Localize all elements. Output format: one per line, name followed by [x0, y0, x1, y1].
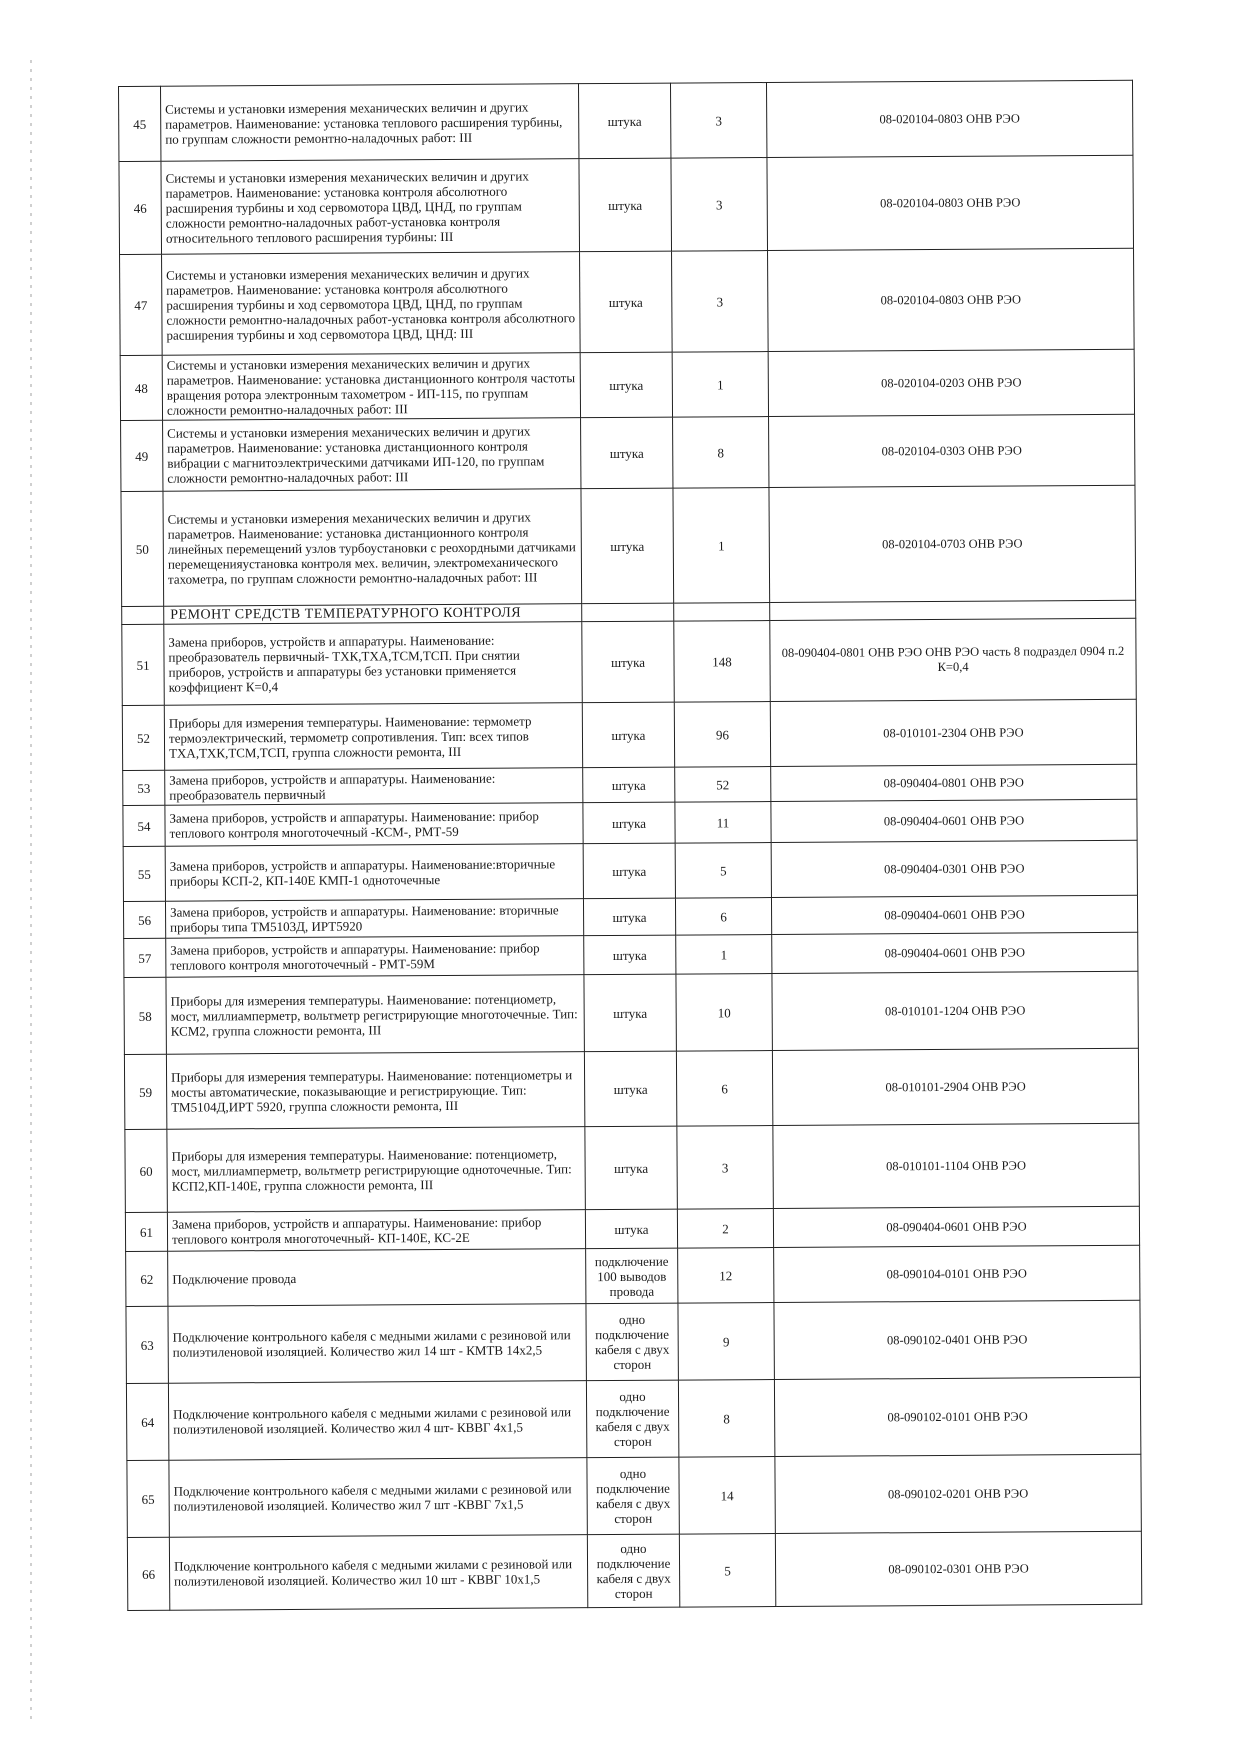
work-name: Системы и установки измерения механических величин и других параметров. Наименование: установка контроля абсолютного расширения турбины и ход сервомотора ЦВД, ЦНД, по группам сложности ремонтно-наладочных работ-установка контроля относительного теплового расширения турбины: III [161, 159, 580, 255]
unit-cell: штука [579, 158, 672, 252]
norm-code-cell: 08-010101-1204 ОНВ РЭО [772, 971, 1138, 1050]
table-row [127, 1531, 1141, 1610]
work-name: Системы и установки измерения механических величин и других параметров. Наименование: установка дистанционного контроля линейных перемещений узлов турбоустановки с реохордными датчиками перемещенияустановка контроля мех. величин, электромеханического тахометра, по группам сложности ремонтно-наладочных работ: III [163, 489, 582, 607]
work-name: Замена приборов, устройств и аппаратуры. Наименование:вторичные приборы КСП-2, КП-140Е КМП-1 одноточечные [165, 844, 583, 902]
unit-cell: штука [582, 702, 674, 768]
norm-code-cell: 08-020104-0303 ОНВ РЭО [769, 414, 1135, 487]
norm-code-cell: 08-090404-0601 ОНВ РЭО [773, 1206, 1139, 1247]
table-row [126, 1377, 1140, 1460]
unit-cell: одно подключение кабеля с двух сторон [587, 1534, 679, 1608]
unit-cell: штука [585, 1209, 677, 1249]
work-name: Подключение контрольного кабеля с медными жилами с резиновой или полиэтиленовой изоляцией. Количество жил 10 шт - КВВГ 10х1,5 [169, 1535, 587, 1611]
quantity-cell: 8 [678, 1380, 774, 1458]
table-row [121, 414, 1135, 491]
unit-cell: штука [584, 1051, 676, 1127]
norm-code-cell: 08-020104-0203 ОНВ РЭО [768, 349, 1134, 416]
quantity-cell: 3 [672, 251, 769, 353]
table-row [127, 1454, 1141, 1537]
unit-cell: штука [581, 417, 673, 489]
work-name: Приборы для измерения температуры. Наименование: потенциометры и мосты автоматические, показывающие и регистрирующие. Тип: ТМ5104Д,ИРТ 5920, группа сложности ремонта, III [166, 1052, 584, 1130]
norm-code-cell: 08-020104-0803 ОНВ РЭО [766, 80, 1132, 157]
quantity-cell: 6 [676, 1051, 772, 1127]
row-number: 48 [120, 355, 162, 420]
norm-code-cell: 08-020104-0703 ОНВ РЭО [769, 485, 1136, 602]
quantity-cell: 2 [677, 1209, 773, 1249]
norm-code-cell: 08-090404-0801 ОНВ РЭО [771, 764, 1137, 801]
work-items-table [118, 80, 1142, 1611]
unit-cell: штука [583, 898, 675, 936]
table-row [122, 699, 1136, 770]
quantity-cell: 10 [676, 974, 772, 1052]
quantity-cell: 96 [674, 702, 770, 768]
table-row [124, 932, 1138, 977]
table-row [123, 895, 1137, 938]
norm-code-cell: 08-020104-0803 ОНВ РЭО [768, 248, 1135, 351]
unit-cell: подключение 100 выводов провода [586, 1248, 678, 1304]
row-number: 60 [125, 1129, 168, 1212]
norm-code-cell: 08-090404-0601 ОНВ РЭО [772, 932, 1138, 973]
work-name: Системы и установки измерения механических величин и других параметров. Наименование: установка контроля абсолютного расширения турбины и ход сервомотора ЦВД, ЦНД, по группам сложности ремонтно-наладочных работ-установка контроля абсолютного расширения турбины и ход сервомотора ЦВД, ЦНД: III [162, 252, 581, 356]
work-name: Замена приборов, устройств и аппаратуры. Наименование: прибор теплового контроля многоточечный - РМТ-59М [166, 936, 584, 978]
work-name: Подключение контрольного кабеля с медными жилами с резиновой или полиэтиленовой изоляцией. Количество жил 14 шт - КМТВ 14х2,5 [168, 1304, 586, 1384]
work-name: Приборы для измерения температуры. Наименование: термометр термоэлектрический, термометр сопротивления. Тип: всех типов ТХА,ТХК,ТСМ,ТСП, группа сложности ремонта, III [164, 703, 582, 771]
work-name: Системы и установки измерения механических величин и других параметров. Наименование: установка дистанционного контроля частоты вращения ротора электронным тахометром - ИП-115, по группам сложности ремонтно-наладочных работ: III [162, 353, 580, 421]
quantity-cell: 6 [675, 898, 771, 936]
norm-code-cell: 08-010101-1104 ОНВ РЭО [773, 1123, 1140, 1208]
norm-code-cell: 08-090404-0601 ОНВ РЭО [771, 799, 1137, 842]
quantity-cell: 11 [675, 802, 771, 844]
section-title: РЕМОНТ СРЕДСТВ ТЕМПЕРАТУРНОГО КОНТРОЛЯ [164, 604, 582, 625]
quantity-cell: 1 [673, 488, 770, 604]
unit-cell: штука [580, 251, 673, 353]
norm-code-cell: 08-090404-0301 ОНВ РЭО [771, 840, 1137, 897]
section-empty-cell [674, 603, 770, 622]
row-number: 58 [124, 977, 166, 1054]
row-number: 46 [119, 161, 162, 254]
row-number: 45 [119, 86, 161, 161]
row-number: 64 [126, 1383, 168, 1460]
quantity-cell: 14 [679, 1457, 775, 1535]
table-row [122, 618, 1136, 705]
quantity-cell: 5 [679, 1534, 775, 1608]
row-number: 61 [125, 1212, 167, 1251]
unit-cell: штука [583, 802, 675, 844]
quantity-cell: 3 [677, 1126, 774, 1210]
norm-code-cell: 08-090102-0401 ОНВ РЭО [774, 1300, 1140, 1379]
table-row [126, 1245, 1140, 1306]
unit-cell: штука [580, 352, 672, 418]
quantity-cell: 1 [676, 935, 772, 975]
table-row [124, 1048, 1138, 1129]
quantity-cell: 5 [675, 843, 771, 899]
section-empty-cell [582, 603, 674, 622]
work-name: Замена приборов, устройств и аппаратуры. Наименование: преобразователь первичный [165, 768, 583, 806]
table-row [121, 485, 1136, 606]
table-row [125, 1206, 1139, 1251]
row-number: 51 [122, 624, 164, 705]
work-name: Замена приборов, устройств и аппаратуры. Наименование: прибор теплового контроля многоточечный- КП-140Е, КС-2Е [167, 1210, 585, 1252]
table-row [120, 349, 1134, 420]
unit-cell: штука [584, 974, 676, 1052]
unit-cell: одно подключение кабеля с двух сторон [586, 1303, 678, 1381]
quantity-cell: 12 [678, 1248, 774, 1304]
work-name: Системы и установки измерения механических величин и других параметров. Наименование: установка дистанционного контроля вибрации с магнитоэлектрическими датчиками ИП-120, по группам сложности ремонтно-наладочных работ: III [163, 418, 581, 492]
unit-cell: штука [583, 767, 675, 803]
quantity-cell: 3 [670, 83, 766, 159]
section-empty-cell [770, 600, 1136, 620]
work-name: Подключение провода [168, 1249, 586, 1307]
row-number: 62 [126, 1251, 168, 1306]
work-name: Замена приборов, устройств и аппаратуры. Наименование: преобразователь первичный- ТХК,ТХА,ТСМ,ТСП. При снятии приборов, устройств и аппаратуры без установки применяется коэффициент К=0,4 [164, 622, 582, 706]
unit-cell: штука [583, 843, 675, 899]
unit-cell: штука [584, 935, 676, 975]
norm-code-cell: 08-090404-0601 ОНВ РЭО [771, 895, 1137, 934]
row-number: 65 [127, 1460, 169, 1537]
scan-edge-artifact [30, 60, 32, 1720]
work-name: Подключение контрольного кабеля с медными жилами с резиновой или полиэтиленовой изоляцией. Количество жил 4 шт- КВВГ 4х1,5 [168, 1381, 586, 1461]
norm-code-cell: 08-020104-0803 ОНВ РЭО [767, 155, 1134, 250]
unit-cell: штука [581, 488, 674, 604]
norm-code-cell: 08-090102-0101 ОНВ РЭО [774, 1377, 1140, 1456]
work-name: Замена приборов, устройств и аппаратуры. Наименование: прибор теплового контроля многоточечный -КСМ-, РМТ-59 [165, 803, 583, 847]
quantity-cell: 9 [678, 1303, 774, 1381]
quantity-cell: 1 [672, 352, 768, 418]
unit-cell: штука [582, 621, 674, 703]
work-name: Приборы для измерения температуры. Наименование: потенциометр, мост, миллиамперметр, вольтметр регистрирующие одноточечные. Тип: КСП2,КП-140Е, группа сложности ремонта, III [167, 1127, 585, 1213]
norm-code-cell: 08-010101-2904 ОНВ РЭО [772, 1048, 1138, 1125]
unit-cell: штука [578, 83, 670, 159]
table-row [119, 80, 1133, 161]
work-name: Подключение контрольного кабеля с медными жилами с резиновой или полиэтиленовой изоляцией. Количество жил 7 шт -КВВГ 7х1,5 [169, 1458, 587, 1538]
norm-code-cell: 08-090104-0101 ОНВ РЭО [774, 1245, 1140, 1302]
table-row [124, 971, 1138, 1054]
row-number: 54 [123, 805, 165, 846]
row-number: 52 [122, 705, 164, 770]
row-number: 47 [120, 254, 163, 355]
table-row [123, 799, 1137, 846]
work-name: Замена приборов, устройств и аппаратуры. Наименование: вторичные приборы типа ТМ5103Д, ИРТ5920 [165, 899, 583, 939]
table-row [125, 1123, 1139, 1212]
row-number: 53 [123, 770, 165, 805]
quantity-cell: 148 [674, 621, 770, 703]
unit-cell: штука [585, 1126, 678, 1210]
norm-code-cell: 08-090404-0801 ОНВ РЭО ОНВ РЭО часть 8 подраздел 0904 п.2 К=0,4 [770, 618, 1136, 701]
norm-code-cell: 08-090102-0201 ОНВ РЭО [775, 1454, 1141, 1533]
row-number: 55 [123, 846, 165, 901]
row-number: 59 [124, 1054, 166, 1129]
row-number: 49 [121, 420, 163, 491]
row-number: 63 [126, 1306, 168, 1383]
work-name: Приборы для измерения температуры. Наименование: потенциометр, мост, миллиамперметр, вольтметр регистрирующие многоточечные. Тип: КСМ2, группа сложности ремонта, III [166, 975, 584, 1055]
table-row [120, 248, 1135, 355]
norm-code-cell: 08-010101-2304 ОНВ РЭО [770, 699, 1136, 766]
quantity-cell: 52 [675, 767, 771, 803]
row-number: 50 [121, 491, 164, 606]
unit-cell: одно подключение кабеля с двух сторон [587, 1457, 679, 1535]
norm-code-cell: 08-090102-0301 ОНВ РЭО [775, 1531, 1141, 1606]
document-sheet [118, 80, 1141, 1611]
table-row [126, 1300, 1140, 1383]
row-number: 57 [124, 938, 166, 977]
table-row [123, 840, 1137, 901]
row-number: 66 [127, 1537, 169, 1610]
section-empty-cell [122, 606, 164, 624]
work-name: Системы и установки измерения механических величин и других параметров. Наименование: установка теплового расширения турбины, по группам сложности ремонтно-наладочных работ: III [161, 84, 579, 162]
row-number: 56 [123, 901, 165, 938]
quantity-cell: 8 [673, 417, 769, 489]
unit-cell: одно подключение кабеля с двух сторон [586, 1380, 678, 1458]
quantity-cell: 3 [671, 158, 768, 252]
table-row [119, 155, 1134, 254]
